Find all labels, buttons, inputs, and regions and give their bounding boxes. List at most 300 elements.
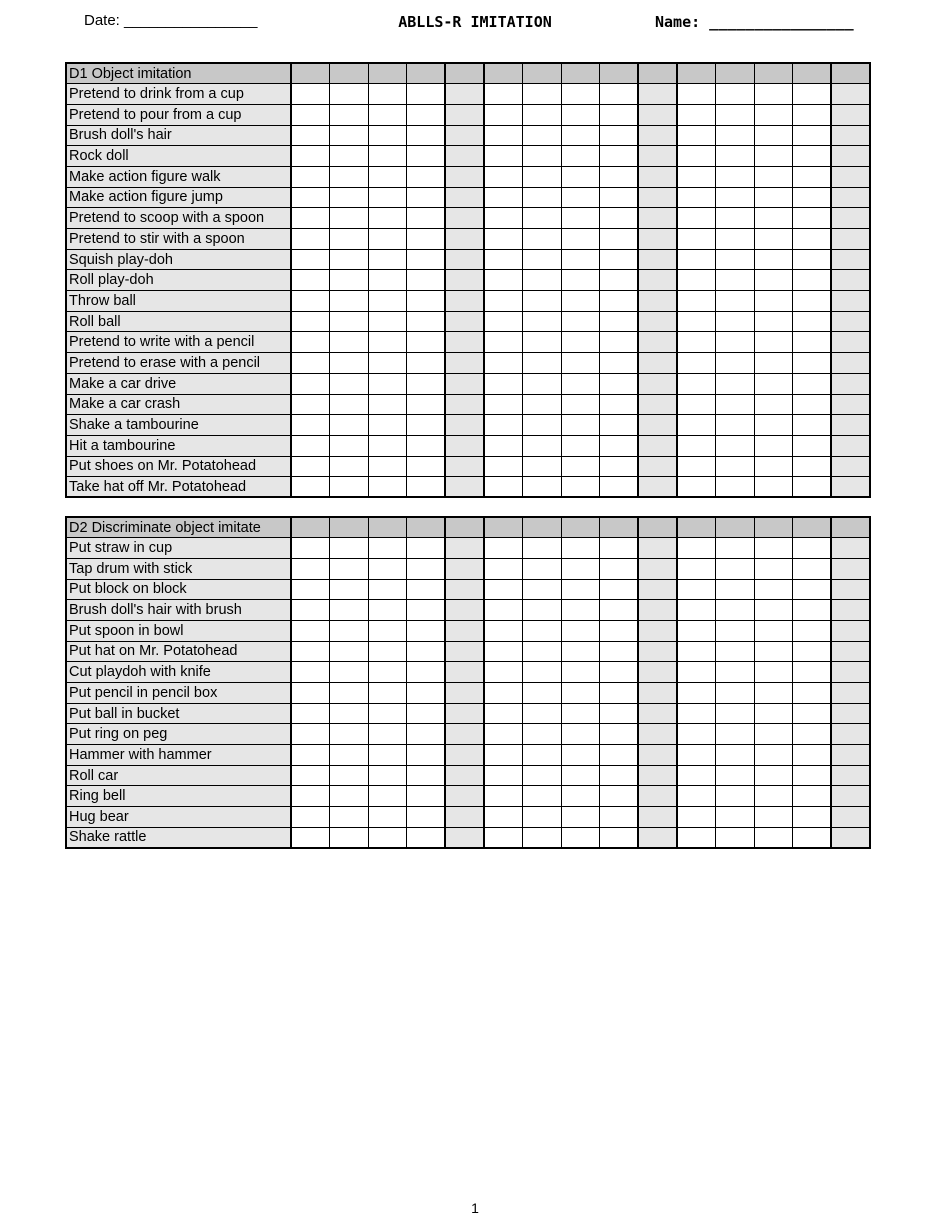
- tally-cell[interactable]: [716, 641, 755, 662]
- tally-cell[interactable]: [445, 125, 484, 146]
- tally-cell[interactable]: [716, 373, 755, 394]
- tally-cell[interactable]: [716, 724, 755, 745]
- tally-cell[interactable]: [330, 745, 369, 766]
- tally-cell[interactable]: [638, 683, 677, 704]
- tally-cell[interactable]: [793, 125, 832, 146]
- tally-cell[interactable]: [484, 807, 523, 828]
- tally-cell[interactable]: [484, 311, 523, 332]
- tally-cell[interactable]: [407, 477, 446, 498]
- tally-cell[interactable]: [600, 146, 639, 167]
- tally-cell[interactable]: [638, 146, 677, 167]
- tally-cell[interactable]: [330, 558, 369, 579]
- tally-cell[interactable]: [754, 187, 793, 208]
- tally-cell[interactable]: [291, 187, 330, 208]
- tally-cell[interactable]: [291, 641, 330, 662]
- tally-cell[interactable]: [561, 456, 600, 477]
- tally-cell[interactable]: [291, 84, 330, 105]
- tally-cell[interactable]: [638, 394, 677, 415]
- tally-cell[interactable]: [523, 662, 562, 683]
- tally-cell[interactable]: [600, 807, 639, 828]
- tally-cell[interactable]: [330, 353, 369, 374]
- tally-cell[interactable]: [368, 538, 407, 559]
- tally-cell[interactable]: [368, 745, 407, 766]
- tally-cell[interactable]: [407, 229, 446, 250]
- tally-cell[interactable]: [445, 683, 484, 704]
- tally-cell[interactable]: [600, 477, 639, 498]
- tally-cell[interactable]: [368, 332, 407, 353]
- tally-cell[interactable]: [523, 394, 562, 415]
- tally-cell[interactable]: [600, 104, 639, 125]
- tally-cell[interactable]: [445, 291, 484, 312]
- tally-cell[interactable]: [754, 394, 793, 415]
- tally-cell[interactable]: [716, 456, 755, 477]
- tally-cell[interactable]: [716, 765, 755, 786]
- tally-cell[interactable]: [793, 703, 832, 724]
- tally-cell[interactable]: [754, 724, 793, 745]
- tally-cell[interactable]: [638, 353, 677, 374]
- tally-cell[interactable]: [407, 827, 446, 848]
- tally-cell[interactable]: [368, 827, 407, 848]
- tally-cell[interactable]: [677, 558, 716, 579]
- tally-cell[interactable]: [600, 270, 639, 291]
- tally-cell[interactable]: [330, 229, 369, 250]
- tally-cell[interactable]: [368, 662, 407, 683]
- tally-cell[interactable]: [407, 724, 446, 745]
- tally-cell[interactable]: [561, 683, 600, 704]
- tally-cell[interactable]: [638, 765, 677, 786]
- tally-cell[interactable]: [523, 208, 562, 229]
- tally-cell[interactable]: [523, 641, 562, 662]
- tally-cell[interactable]: [716, 745, 755, 766]
- tally-cell[interactable]: [638, 477, 677, 498]
- tally-cell[interactable]: [831, 683, 870, 704]
- tally-cell[interactable]: [445, 765, 484, 786]
- tally-cell[interactable]: [600, 558, 639, 579]
- tally-cell[interactable]: [330, 600, 369, 621]
- tally-cell[interactable]: [677, 291, 716, 312]
- tally-cell[interactable]: [445, 332, 484, 353]
- tally-cell[interactable]: [638, 415, 677, 436]
- tally-cell[interactable]: [445, 600, 484, 621]
- tally-cell[interactable]: [407, 270, 446, 291]
- tally-cell[interactable]: [407, 620, 446, 641]
- tally-cell[interactable]: [484, 208, 523, 229]
- tally-cell[interactable]: [831, 456, 870, 477]
- tally-cell[interactable]: [484, 703, 523, 724]
- tally-cell[interactable]: [793, 456, 832, 477]
- tally-cell[interactable]: [561, 208, 600, 229]
- tally-cell[interactable]: [793, 600, 832, 621]
- tally-cell[interactable]: [445, 146, 484, 167]
- tally-cell[interactable]: [716, 187, 755, 208]
- tally-cell[interactable]: [368, 415, 407, 436]
- tally-cell[interactable]: [677, 415, 716, 436]
- tally-cell[interactable]: [754, 435, 793, 456]
- tally-cell[interactable]: [407, 125, 446, 146]
- tally-cell[interactable]: [677, 786, 716, 807]
- tally-cell[interactable]: [600, 229, 639, 250]
- tally-cell[interactable]: [600, 786, 639, 807]
- tally-cell[interactable]: [600, 373, 639, 394]
- tally-cell[interactable]: [793, 641, 832, 662]
- tally-cell[interactable]: [754, 786, 793, 807]
- tally-cell[interactable]: [638, 827, 677, 848]
- tally-cell[interactable]: [561, 600, 600, 621]
- tally-cell[interactable]: [831, 311, 870, 332]
- tally-cell[interactable]: [638, 745, 677, 766]
- tally-cell[interactable]: [677, 187, 716, 208]
- tally-cell[interactable]: [445, 249, 484, 270]
- tally-cell[interactable]: [716, 600, 755, 621]
- tally-cell[interactable]: [638, 538, 677, 559]
- tally-cell[interactable]: [445, 104, 484, 125]
- tally-cell[interactable]: [754, 332, 793, 353]
- tally-cell[interactable]: [793, 662, 832, 683]
- tally-cell[interactable]: [793, 353, 832, 374]
- tally-cell[interactable]: [716, 104, 755, 125]
- tally-cell[interactable]: [600, 311, 639, 332]
- tally-cell[interactable]: [831, 807, 870, 828]
- tally-cell[interactable]: [677, 724, 716, 745]
- tally-cell[interactable]: [754, 765, 793, 786]
- tally-cell[interactable]: [561, 249, 600, 270]
- tally-cell[interactable]: [484, 745, 523, 766]
- tally-cell[interactable]: [600, 125, 639, 146]
- tally-cell[interactable]: [754, 84, 793, 105]
- tally-cell[interactable]: [445, 620, 484, 641]
- tally-cell[interactable]: [831, 270, 870, 291]
- tally-cell[interactable]: [523, 353, 562, 374]
- tally-cell[interactable]: [793, 538, 832, 559]
- tally-cell[interactable]: [330, 125, 369, 146]
- tally-cell[interactable]: [368, 456, 407, 477]
- tally-cell[interactable]: [291, 291, 330, 312]
- tally-cell[interactable]: [831, 724, 870, 745]
- tally-cell[interactable]: [407, 146, 446, 167]
- tally-cell[interactable]: [793, 724, 832, 745]
- tally-cell[interactable]: [638, 558, 677, 579]
- tally-cell[interactable]: [368, 786, 407, 807]
- tally-cell[interactable]: [561, 353, 600, 374]
- tally-cell[interactable]: [600, 724, 639, 745]
- tally-cell[interactable]: [368, 435, 407, 456]
- tally-cell[interactable]: [291, 620, 330, 641]
- tally-cell[interactable]: [677, 745, 716, 766]
- tally-cell[interactable]: [677, 125, 716, 146]
- tally-cell[interactable]: [754, 415, 793, 436]
- tally-cell[interactable]: [330, 786, 369, 807]
- tally-cell[interactable]: [638, 703, 677, 724]
- tally-cell[interactable]: [677, 477, 716, 498]
- tally-cell[interactable]: [445, 166, 484, 187]
- tally-cell[interactable]: [793, 270, 832, 291]
- tally-cell[interactable]: [716, 558, 755, 579]
- tally-cell[interactable]: [523, 558, 562, 579]
- tally-cell[interactable]: [793, 166, 832, 187]
- tally-cell[interactable]: [677, 332, 716, 353]
- tally-cell[interactable]: [638, 249, 677, 270]
- tally-cell[interactable]: [638, 332, 677, 353]
- tally-cell[interactable]: [600, 538, 639, 559]
- tally-cell[interactable]: [831, 765, 870, 786]
- tally-cell[interactable]: [407, 435, 446, 456]
- tally-cell[interactable]: [484, 166, 523, 187]
- tally-cell[interactable]: [484, 104, 523, 125]
- tally-cell[interactable]: [716, 332, 755, 353]
- tally-cell[interactable]: [831, 600, 870, 621]
- tally-cell[interactable]: [754, 538, 793, 559]
- tally-cell[interactable]: [638, 187, 677, 208]
- tally-cell[interactable]: [754, 208, 793, 229]
- tally-cell[interactable]: [445, 477, 484, 498]
- tally-cell[interactable]: [561, 662, 600, 683]
- tally-cell[interactable]: [330, 765, 369, 786]
- tally-cell[interactable]: [484, 724, 523, 745]
- tally-cell[interactable]: [677, 620, 716, 641]
- tally-cell[interactable]: [677, 394, 716, 415]
- tally-cell[interactable]: [600, 84, 639, 105]
- tally-cell[interactable]: [484, 146, 523, 167]
- tally-cell[interactable]: [484, 683, 523, 704]
- tally-cell[interactable]: [330, 683, 369, 704]
- tally-cell[interactable]: [793, 745, 832, 766]
- tally-cell[interactable]: [638, 125, 677, 146]
- tally-cell[interactable]: [716, 662, 755, 683]
- tally-cell[interactable]: [561, 477, 600, 498]
- tally-cell[interactable]: [445, 558, 484, 579]
- tally-cell[interactable]: [600, 620, 639, 641]
- tally-cell[interactable]: [407, 415, 446, 436]
- tally-cell[interactable]: [523, 786, 562, 807]
- tally-cell[interactable]: [561, 827, 600, 848]
- tally-cell[interactable]: [831, 827, 870, 848]
- tally-cell[interactable]: [407, 84, 446, 105]
- tally-cell[interactable]: [831, 641, 870, 662]
- tally-cell[interactable]: [831, 166, 870, 187]
- tally-cell[interactable]: [716, 703, 755, 724]
- tally-cell[interactable]: [407, 600, 446, 621]
- tally-cell[interactable]: [291, 146, 330, 167]
- tally-cell[interactable]: [793, 579, 832, 600]
- tally-cell[interactable]: [291, 229, 330, 250]
- tally-cell[interactable]: [330, 662, 369, 683]
- tally-cell[interactable]: [561, 125, 600, 146]
- tally-cell[interactable]: [754, 662, 793, 683]
- tally-cell[interactable]: [330, 291, 369, 312]
- tally-cell[interactable]: [291, 125, 330, 146]
- tally-cell[interactable]: [368, 620, 407, 641]
- tally-cell[interactable]: [561, 394, 600, 415]
- tally-cell[interactable]: [291, 807, 330, 828]
- tally-cell[interactable]: [716, 84, 755, 105]
- tally-cell[interactable]: [638, 641, 677, 662]
- tally-cell[interactable]: [523, 538, 562, 559]
- tally-cell[interactable]: [638, 208, 677, 229]
- tally-cell[interactable]: [831, 415, 870, 436]
- tally-cell[interactable]: [561, 641, 600, 662]
- tally-cell[interactable]: [677, 104, 716, 125]
- tally-cell[interactable]: [793, 394, 832, 415]
- tally-cell[interactable]: [484, 435, 523, 456]
- tally-cell[interactable]: [445, 703, 484, 724]
- tally-cell[interactable]: [677, 373, 716, 394]
- tally-cell[interactable]: [484, 641, 523, 662]
- tally-cell[interactable]: [561, 435, 600, 456]
- tally-cell[interactable]: [600, 415, 639, 436]
- tally-cell[interactable]: [831, 786, 870, 807]
- tally-cell[interactable]: [484, 415, 523, 436]
- tally-cell[interactable]: [407, 166, 446, 187]
- tally-cell[interactable]: [677, 641, 716, 662]
- tally-cell[interactable]: [600, 435, 639, 456]
- tally-cell[interactable]: [793, 311, 832, 332]
- tally-cell[interactable]: [445, 208, 484, 229]
- tally-cell[interactable]: [407, 538, 446, 559]
- tally-cell[interactable]: [600, 745, 639, 766]
- tally-cell[interactable]: [368, 166, 407, 187]
- tally-cell[interactable]: [600, 765, 639, 786]
- tally-cell[interactable]: [445, 311, 484, 332]
- tally-cell[interactable]: [677, 579, 716, 600]
- tally-cell[interactable]: [677, 166, 716, 187]
- tally-cell[interactable]: [291, 249, 330, 270]
- tally-cell[interactable]: [561, 84, 600, 105]
- tally-cell[interactable]: [407, 373, 446, 394]
- tally-cell[interactable]: [523, 724, 562, 745]
- tally-cell[interactable]: [291, 827, 330, 848]
- tally-cell[interactable]: [793, 765, 832, 786]
- tally-cell[interactable]: [407, 456, 446, 477]
- tally-cell[interactable]: [523, 229, 562, 250]
- tally-cell[interactable]: [523, 703, 562, 724]
- tally-cell[interactable]: [754, 620, 793, 641]
- tally-cell[interactable]: [523, 415, 562, 436]
- tally-cell[interactable]: [600, 353, 639, 374]
- tally-cell[interactable]: [407, 187, 446, 208]
- tally-cell[interactable]: [445, 415, 484, 436]
- tally-cell[interactable]: [561, 558, 600, 579]
- tally-cell[interactable]: [407, 579, 446, 600]
- tally-cell[interactable]: [291, 311, 330, 332]
- tally-cell[interactable]: [831, 394, 870, 415]
- tally-cell[interactable]: [638, 786, 677, 807]
- tally-cell[interactable]: [484, 558, 523, 579]
- tally-cell[interactable]: [600, 208, 639, 229]
- tally-cell[interactable]: [793, 146, 832, 167]
- tally-cell[interactable]: [677, 456, 716, 477]
- tally-cell[interactable]: [677, 807, 716, 828]
- tally-cell[interactable]: [407, 807, 446, 828]
- tally-cell[interactable]: [484, 270, 523, 291]
- tally-cell[interactable]: [638, 620, 677, 641]
- tally-cell[interactable]: [600, 827, 639, 848]
- tally-cell[interactable]: [291, 104, 330, 125]
- tally-cell[interactable]: [831, 373, 870, 394]
- tally-cell[interactable]: [291, 456, 330, 477]
- tally-cell[interactable]: [330, 249, 369, 270]
- tally-cell[interactable]: [484, 765, 523, 786]
- tally-cell[interactable]: [754, 311, 793, 332]
- tally-cell[interactable]: [291, 662, 330, 683]
- tally-cell[interactable]: [600, 249, 639, 270]
- tally-cell[interactable]: [445, 435, 484, 456]
- tally-cell[interactable]: [600, 456, 639, 477]
- tally-cell[interactable]: [368, 641, 407, 662]
- tally-cell[interactable]: [523, 373, 562, 394]
- tally-cell[interactable]: [677, 683, 716, 704]
- tally-cell[interactable]: [523, 146, 562, 167]
- tally-cell[interactable]: [330, 146, 369, 167]
- tally-cell[interactable]: [368, 703, 407, 724]
- tally-cell[interactable]: [716, 353, 755, 374]
- tally-cell[interactable]: [291, 579, 330, 600]
- tally-cell[interactable]: [638, 229, 677, 250]
- tally-cell[interactable]: [561, 291, 600, 312]
- tally-cell[interactable]: [831, 332, 870, 353]
- tally-cell[interactable]: [831, 435, 870, 456]
- tally-cell[interactable]: [831, 579, 870, 600]
- tally-cell[interactable]: [561, 538, 600, 559]
- tally-cell[interactable]: [330, 332, 369, 353]
- tally-cell[interactable]: [754, 249, 793, 270]
- tally-cell[interactable]: [445, 187, 484, 208]
- tally-cell[interactable]: [561, 311, 600, 332]
- tally-cell[interactable]: [600, 187, 639, 208]
- tally-cell[interactable]: [638, 311, 677, 332]
- tally-cell[interactable]: [291, 703, 330, 724]
- tally-cell[interactable]: [484, 353, 523, 374]
- tally-cell[interactable]: [831, 187, 870, 208]
- tally-cell[interactable]: [368, 579, 407, 600]
- tally-cell[interactable]: [523, 187, 562, 208]
- tally-cell[interactable]: [445, 456, 484, 477]
- tally-cell[interactable]: [754, 125, 793, 146]
- tally-cell[interactable]: [407, 662, 446, 683]
- tally-cell[interactable]: [638, 662, 677, 683]
- tally-cell[interactable]: [523, 104, 562, 125]
- tally-cell[interactable]: [368, 600, 407, 621]
- tally-cell[interactable]: [754, 745, 793, 766]
- tally-cell[interactable]: [407, 311, 446, 332]
- tally-cell[interactable]: [330, 703, 369, 724]
- tally-cell[interactable]: [754, 104, 793, 125]
- tally-cell[interactable]: [754, 146, 793, 167]
- tally-cell[interactable]: [831, 104, 870, 125]
- tally-cell[interactable]: [716, 579, 755, 600]
- tally-cell[interactable]: [831, 745, 870, 766]
- tally-cell[interactable]: [291, 745, 330, 766]
- tally-cell[interactable]: [368, 353, 407, 374]
- tally-cell[interactable]: [716, 394, 755, 415]
- tally-cell[interactable]: [638, 166, 677, 187]
- tally-cell[interactable]: [445, 229, 484, 250]
- tally-cell[interactable]: [831, 291, 870, 312]
- tally-cell[interactable]: [330, 270, 369, 291]
- tally-cell[interactable]: [716, 249, 755, 270]
- tally-cell[interactable]: [561, 270, 600, 291]
- tally-cell[interactable]: [368, 187, 407, 208]
- tally-cell[interactable]: [291, 208, 330, 229]
- tally-cell[interactable]: [754, 558, 793, 579]
- tally-cell[interactable]: [523, 291, 562, 312]
- tally-cell[interactable]: [754, 229, 793, 250]
- tally-cell[interactable]: [445, 394, 484, 415]
- tally-cell[interactable]: [368, 249, 407, 270]
- tally-cell[interactable]: [445, 579, 484, 600]
- tally-cell[interactable]: [677, 703, 716, 724]
- tally-cell[interactable]: [407, 249, 446, 270]
- tally-cell[interactable]: [638, 84, 677, 105]
